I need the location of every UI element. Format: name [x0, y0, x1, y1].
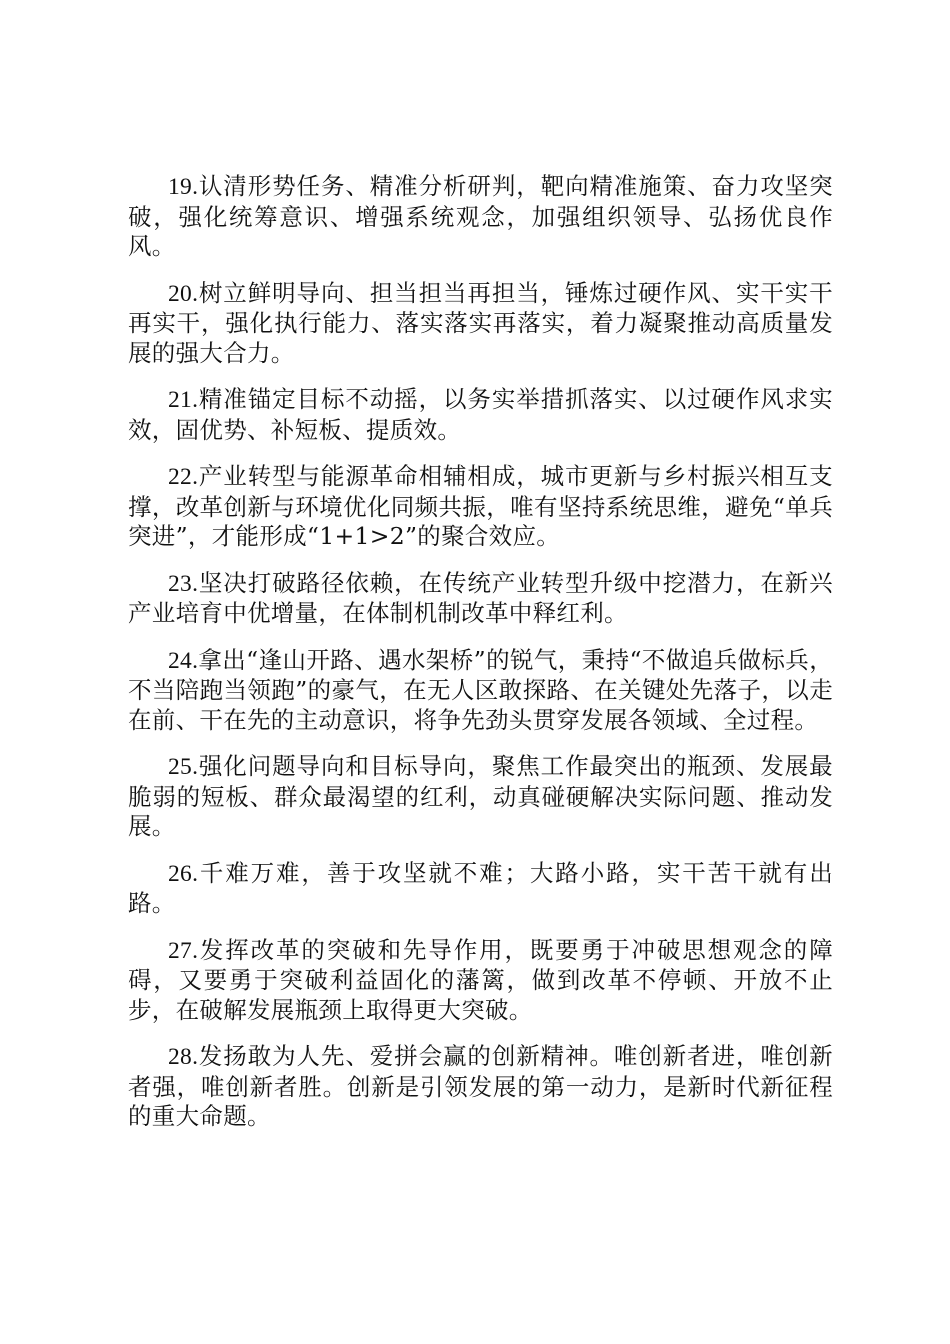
paragraph-24 — [128, 646, 833, 736]
paragraph-23 — [128, 569, 833, 629]
paragraph-22 — [128, 462, 833, 552]
paragraph-number: 24. — [168, 647, 199, 674]
paragraph-number: 23. — [168, 570, 199, 597]
paragraph-number: 26. — [168, 860, 199, 887]
paragraph-text: 树立鲜明导向、担当担当再担当，锤炼过硬作风、实干实干再实干，强化执行能力、落实落实再落实，着力凝聚推动高质量发展的强大合力。 — [128, 278, 833, 367]
paragraph-number: 21. — [168, 387, 199, 413]
paragraph-text: 强化问题导向和目标导向，聚焦工作最突出的瓶颈、发展最脆弱的短板、群众最渴望的红利，动真碰硬解决实际问题、推动发展。 — [128, 752, 833, 840]
paragraph-20 — [128, 279, 833, 369]
paragraph-25 — [128, 752, 833, 842]
paragraph-text: 认清形势任务、精准分析研判，靶向精准施策、奋力攻坚突破，强化统筹意识、增强系统观念，加强组织领导、弘扬优良作风。 — [128, 172, 833, 260]
paragraph-number: 22. — [168, 464, 199, 490]
paragraph-number: 20. — [168, 280, 199, 307]
paragraph-28 — [128, 1042, 833, 1132]
paragraph-text: 发扬敢为人先、爱拼会赢的创新精神。唯创新者进，唯创新者强，唯创新者胜。创新是引领发展的第一动力，是新时代新征程的重大命题。 — [128, 1042, 833, 1130]
paragraph-19 — [128, 172, 833, 262]
paragraph-text: 坚决打破路径依赖，在传统产业转型升级中挖潜力，在新兴产业培育中优增量，在体制机制改革中释红利。 — [128, 568, 833, 627]
paragraph-text: 发挥改革的突破和先导作用，既要勇于冲破思想观念的障碍，又要勇于突破利益固化的藩篱，做到改革不停顿、开放不止步，在破解发展瓶颈上取得更大突破。 — [128, 935, 833, 1024]
paragraph-text: 精准锚定目标不动摇，以务实举措抓落实、以过硬作风求实效，固优势、补短板、提质效。 — [128, 385, 833, 444]
paragraph-number: 25. — [168, 754, 199, 780]
paragraph-text: 千难万难，善于攻坚就不难；大路小路，实干苦干就有出路。 — [128, 858, 833, 917]
paragraph-number: 19. — [168, 174, 199, 200]
paragraph-21 — [128, 385, 833, 445]
document-page — [128, 172, 833, 1149]
paragraph-number: 27. — [168, 937, 199, 964]
paragraph-number: 28. — [168, 1044, 199, 1070]
paragraph-26 — [128, 859, 833, 919]
paragraph-27 — [128, 936, 833, 1026]
paragraph-text: 产业转型与能源革命相辅相成，城市更新与乡村振兴相互支撑，改革创新与环境优化同频共振，唯有坚持系统思维，避免“单兵突进”，才能形成“1+1>2”的聚合效应。 — [128, 462, 833, 550]
paragraph-text: 拿出“逢山开路、遇水架桥”的锐气，秉持“不做追兵做标兵，不当陪跑当领跑”的豪气，在无人区敢探路、在关键处先落子，以走在前、干在先的主动意识，将争先劲头贯穿发展各领域、全过程。 — [128, 645, 833, 734]
